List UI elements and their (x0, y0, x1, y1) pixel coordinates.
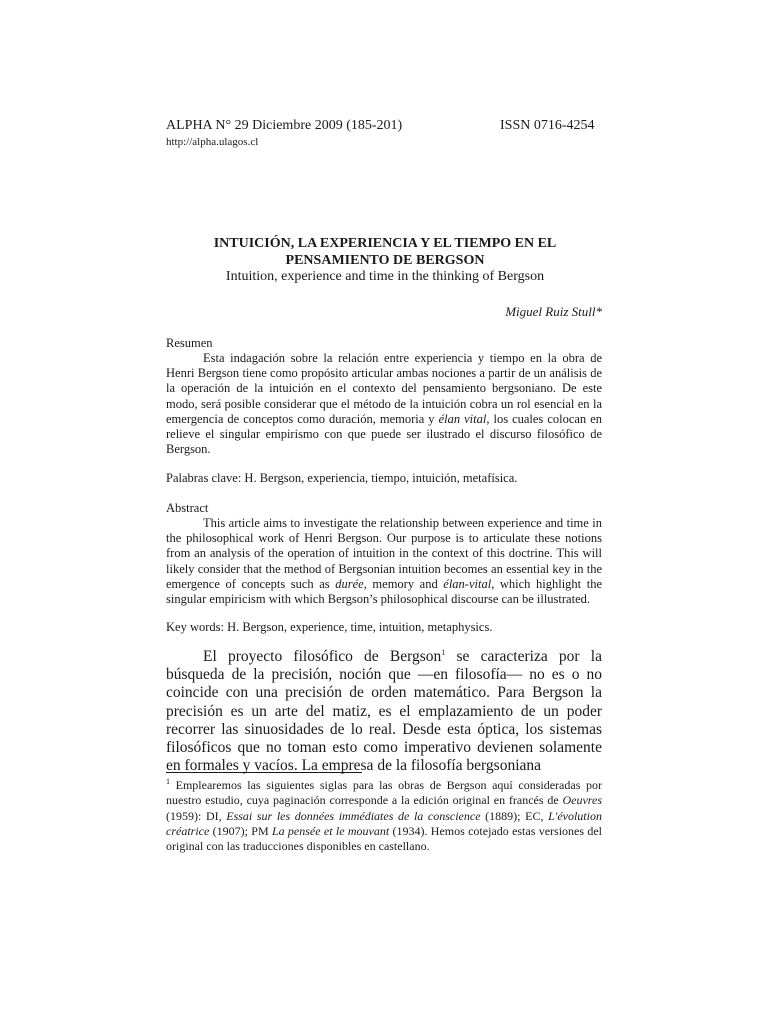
journal-citation: ALPHA N° 29 Diciembre 2009 (185-201) (166, 118, 403, 133)
footnote-number: 1 (166, 777, 170, 786)
journal-url[interactable]: http://alpha.ulagos.cl (166, 136, 259, 148)
resumen-text: Esta indagación sobre la relación entre experiencia y tiempo en la obra de Henri Bergson tiene como propósito articular ambas nociones a partir de un análisis de la operación de la intuición en el contexto del pensamiento bergsoniano. De este modo, será posible considerar que el método de la intuición cobra un rol esencial en la emergencia de conceptos como duración, memoria y élan vital, los cuales colocan en relieve el singular empirismo con que puede ser ilustrado el discurso filosófico de Bergson. (166, 351, 602, 457)
body-paragraph: El proyecto filosófico de Bergson$^1$ se caracteriza por la búsqueda de la precisión, noción que —en filosofía— no es o no coincide con una precisión de orden matemático. Para Bergson la precisión es un arte del matiz, es el emplazamiento de un poder recorrer las sinuosidades de lo real. Desde esta óptica, los sistemas filosóficos que no toman esto como imperativo devienen solamente en formales y vacíos. La empresa de la filosofía bergsoniana (166, 647, 602, 775)
footnote-divider (166, 772, 362, 773)
abstract-label: Abstract (166, 501, 209, 515)
issn: ISSN 0716-4254 (500, 118, 595, 133)
title-line-2: PENSAMIENTO DE BERGSON (285, 253, 485, 268)
article-title (160, 235, 610, 269)
title-line-1: INTUICIÓN, LA EXPERIENCIA Y EL TIEMPO EN EL (213, 236, 557, 251)
resumen-keywords: Palabras clave: H. Bergson, experiencia, tiempo, intuición, metafísica. (166, 471, 518, 485)
author-name: Miguel Ruiz Stull* (505, 304, 602, 319)
abstract-text: This article aims to investigate the relationship between experience and time in the philosophical work of Henri Bergson. Our purpose is to articulate these notions from an analysis of the operation of intuition in the context of this doctrine. This will likely consider that the method of Bergsonian intuition becomes an essential key in the emergence of concepts such as durée, memory and élan-vital, which highlight the singular empiricism with which Bergson’s philosophical discourse can be illustrated. (166, 516, 602, 607)
abstract-keywords: Key words: H. Bergson, experience, time, intuition, metaphysics. (166, 620, 493, 634)
article-subtitle: Intuition, experience and time in the thinking of Bergson (225, 269, 545, 284)
resumen-label: Resumen (166, 336, 213, 350)
footnote: $^1$ Emplearemos las siguientes siglas para las obras de Bergson aquí consideradas por nuestro estudio, cuya paginación corresponde a la edición original en francés de Oeuvres (1959): DI, Essai sur les données immédiates de la conscience (1889); EC, L'évolution créatrice (1907); PM La pensée et le mouvant (1934). Hemos cotejado estas versiones del original con las traducciones disponibles en castellano. (166, 777, 603, 854)
footnote-ref[interactable]: 1 (441, 647, 446, 657)
